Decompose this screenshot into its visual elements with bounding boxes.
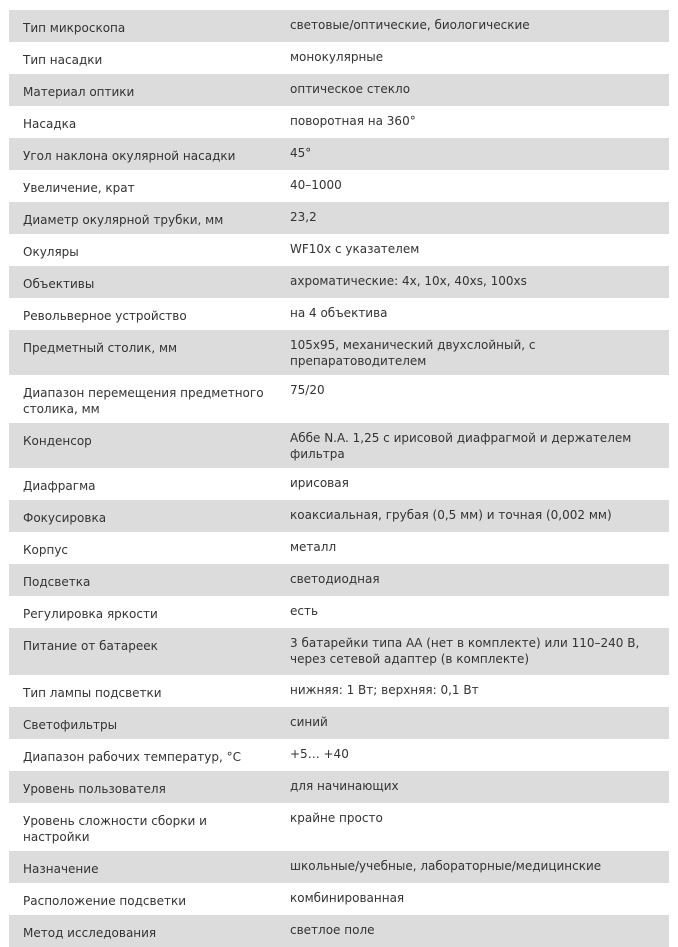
spec-name: Тип лампы подсветки <box>9 675 276 707</box>
spec-value: есть <box>276 596 669 628</box>
spec-value: коаксиальная, грубая (0,5 мм) и точная (0,002 мм) <box>276 500 669 532</box>
spec-name: Диапазон перемещения предметного столика, мм <box>9 375 276 423</box>
spec-name: Светофильтры <box>9 707 276 739</box>
spec-name: Предметный столик, мм <box>9 330 276 375</box>
spec-value: ирисовая <box>276 468 669 500</box>
spec-value: 75/20 <box>276 375 669 423</box>
spec-name: Объективы <box>9 266 276 298</box>
spec-row <box>9 628 669 675</box>
spec-row <box>9 468 669 500</box>
spec-value: ахроматические: 4x, 10x, 40xs, 100xs <box>276 266 669 298</box>
spec-name: Диафрагма <box>9 468 276 500</box>
spec-name: Револьверное устройство <box>9 298 276 330</box>
spec-name: Тип насадки <box>9 42 276 74</box>
spec-value: 3 батарейки типа АА (нет в комплекте) или 110–240 В, через сетевой адаптер (в комплекте) <box>276 628 669 675</box>
spec-value: 40–1000 <box>276 170 669 202</box>
spec-name: Диапазон рабочих температур, °С <box>9 739 276 771</box>
spec-row <box>9 202 669 234</box>
spec-row <box>9 707 669 739</box>
spec-row <box>9 771 669 803</box>
spec-row <box>9 675 669 707</box>
spec-name: Увеличение, крат <box>9 170 276 202</box>
spec-row <box>9 330 669 375</box>
spec-name: Уровень сложности сборки и настройки <box>9 803 276 851</box>
spec-name: Конденсор <box>9 423 276 468</box>
spec-name: Материал оптики <box>9 74 276 106</box>
spec-name: Насадка <box>9 106 276 138</box>
spec-name: Фокусировка <box>9 500 276 532</box>
spec-name: Корпус <box>9 532 276 564</box>
spec-row <box>9 266 669 298</box>
spec-name: Метод исследования <box>9 915 276 947</box>
spec-name: Питание от батареек <box>9 628 276 675</box>
spec-value: комбинированная <box>276 883 669 915</box>
spec-name: Тип микроскопа <box>9 10 276 42</box>
spec-row <box>9 298 669 330</box>
spec-value: 105x95, механический двухслойный, с препаратоводителем <box>276 330 669 375</box>
spec-value: Аббе N.A. 1,25 с ирисовой диафрагмой и держателем фильтра <box>276 423 669 468</box>
spec-name: Назначение <box>9 851 276 883</box>
spec-value: светлое поле <box>276 915 669 947</box>
spec-row <box>9 138 669 170</box>
spec-value: оптическое стекло <box>276 74 669 106</box>
spec-row <box>9 851 669 883</box>
spec-row <box>9 106 669 138</box>
spec-row <box>9 42 669 74</box>
spec-name: Подсветка <box>9 564 276 596</box>
spec-value: +5… +40 <box>276 739 669 771</box>
spec-row <box>9 10 669 42</box>
spec-value: школьные/учебные, лабораторные/медицинские <box>276 851 669 883</box>
specifications-table <box>9 10 669 947</box>
spec-value: для начинающих <box>276 771 669 803</box>
spec-value: монокулярные <box>276 42 669 74</box>
spec-value: крайне просто <box>276 803 669 851</box>
spec-name: Регулировка яркости <box>9 596 276 628</box>
spec-value: синий <box>276 707 669 739</box>
spec-row <box>9 170 669 202</box>
spec-name: Диаметр окулярной трубки, мм <box>9 202 276 234</box>
spec-row <box>9 803 669 851</box>
spec-value: нижняя: 1 Вт; верхняя: 0,1 Вт <box>276 675 669 707</box>
spec-row <box>9 375 669 423</box>
spec-value: светодиодная <box>276 564 669 596</box>
spec-row <box>9 500 669 532</box>
spec-name: Окуляры <box>9 234 276 266</box>
spec-name: Угол наклона окулярной насадки <box>9 138 276 170</box>
spec-value: 45° <box>276 138 669 170</box>
spec-name: Уровень пользователя <box>9 771 276 803</box>
spec-value: поворотная на 360° <box>276 106 669 138</box>
spec-row <box>9 532 669 564</box>
spec-name: Расположение подсветки <box>9 883 276 915</box>
spec-value: на 4 объектива <box>276 298 669 330</box>
spec-value: световые/оптические, биологические <box>276 10 669 42</box>
spec-value: металл <box>276 532 669 564</box>
spec-row <box>9 564 669 596</box>
spec-row <box>9 234 669 266</box>
spec-value: WF10x с указателем <box>276 234 669 266</box>
spec-row <box>9 423 669 468</box>
spec-row <box>9 883 669 915</box>
spec-row <box>9 596 669 628</box>
spec-row <box>9 915 669 947</box>
spec-value: 23,2 <box>276 202 669 234</box>
spec-row <box>9 74 669 106</box>
spec-row <box>9 739 669 771</box>
